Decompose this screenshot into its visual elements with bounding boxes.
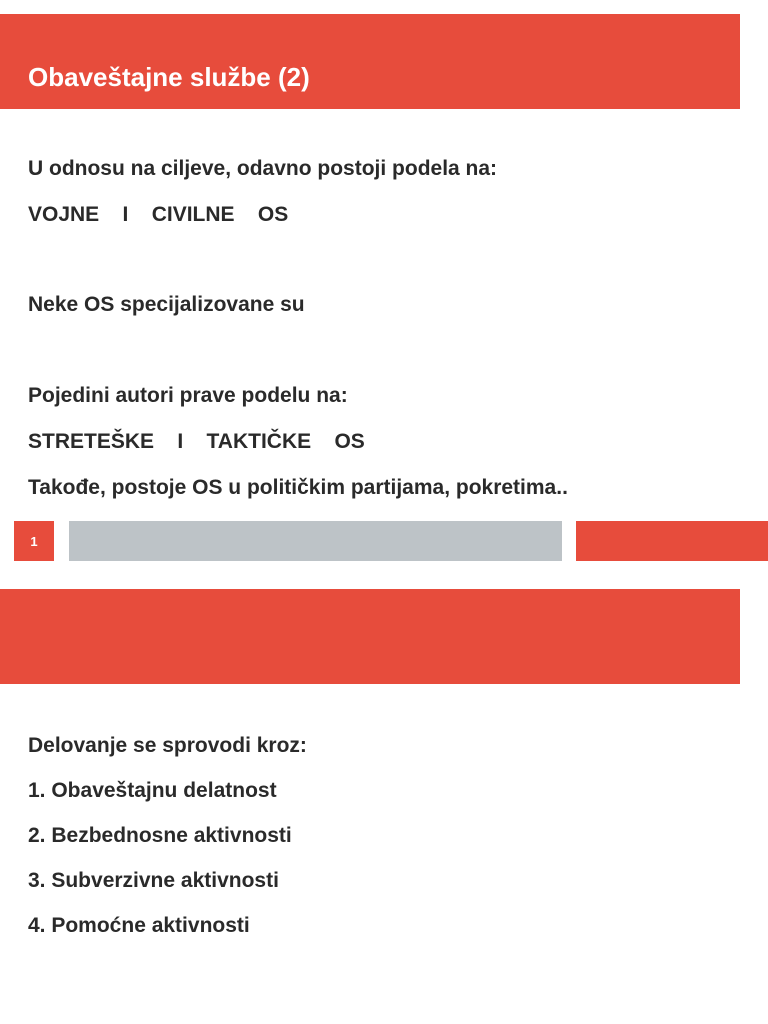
- slide2-line-4: 3. Subverzivne aktivnosti: [28, 869, 279, 892]
- page-number: 1: [30, 533, 38, 549]
- slide2-header-band: [0, 589, 740, 684]
- slide1-line-1: U odnosu na ciljeve, odavno postoji podela na:: [28, 157, 498, 180]
- footer-red-bar: [576, 521, 768, 561]
- slide2-line-3: 2. Bezbednosne aktivnosti: [28, 824, 292, 847]
- slide1-line-2: VOJNE I CIVILNE OS: [28, 203, 289, 226]
- slide1-line-4: Pojedini autori prave podelu na:: [28, 384, 348, 407]
- slide1-title: Obaveštajne službe (2): [28, 62, 310, 92]
- slide1-line-5: STRETEŠKE I TAKTIČKE OS: [28, 430, 365, 453]
- slide1-line-6: Takođe, postoje OS u političkim partijama, pokretima..: [28, 476, 568, 499]
- slide2-line-2: 1. Obaveštajnu delatnost: [28, 779, 277, 802]
- slide2-line-1: Delovanje se sprovodi kroz:: [28, 734, 307, 757]
- footer-grey-bar: [69, 521, 562, 561]
- slide1-line-3: Neke OS specijalizovane su: [28, 293, 305, 316]
- slide2-line-5: 4. Pomoćne aktivnosti: [28, 914, 250, 937]
